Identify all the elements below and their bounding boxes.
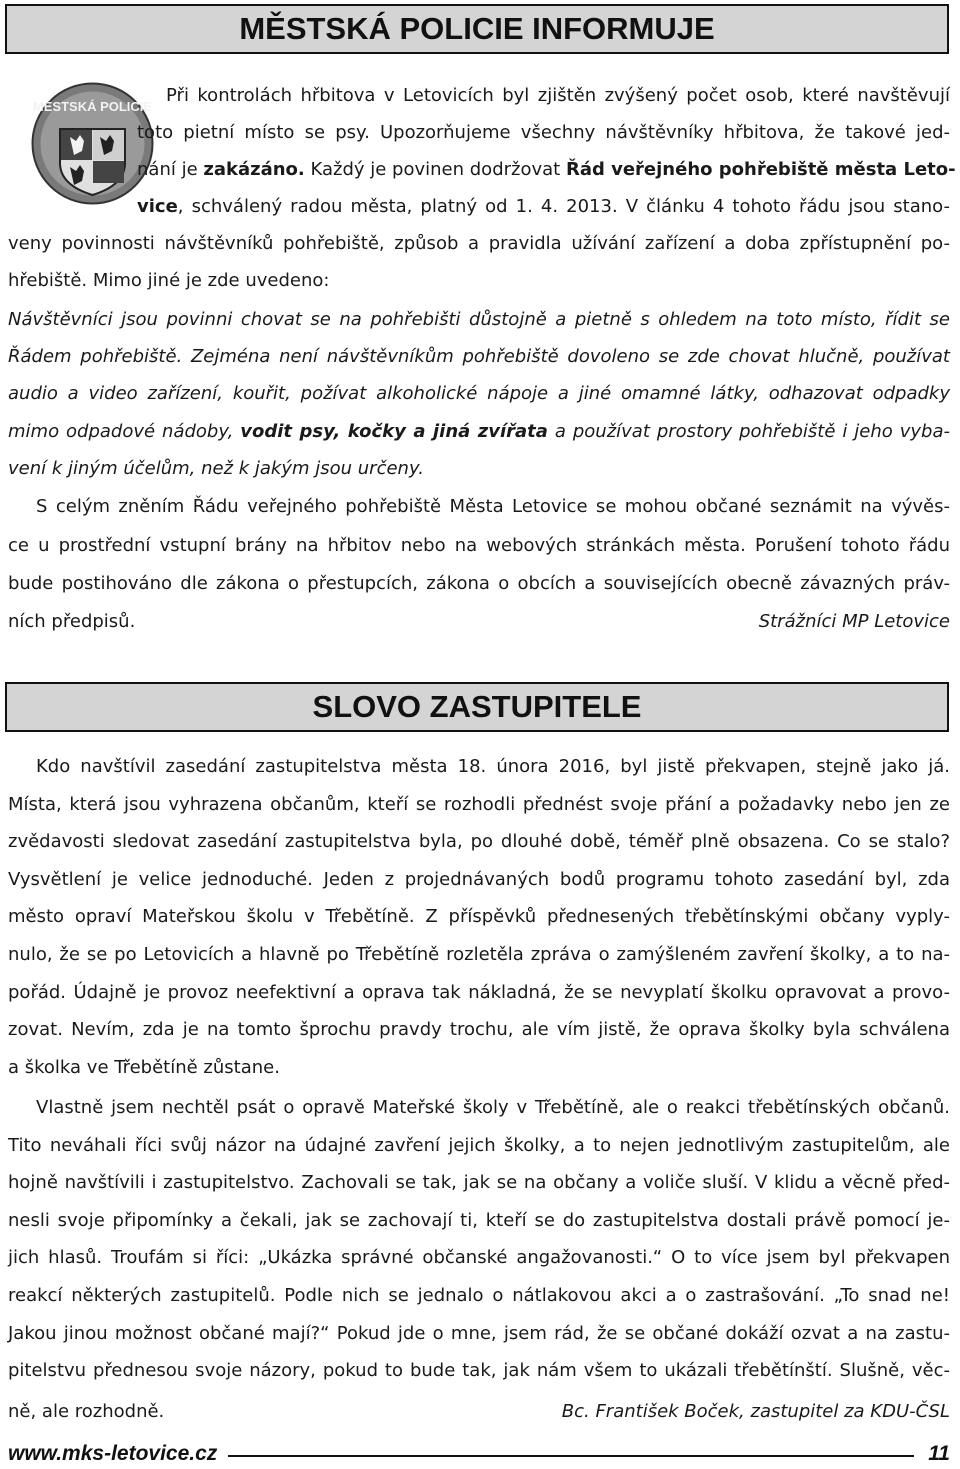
s1-signature: Strážníci MP Letovice [758,611,950,632]
s2-p1-line: zovat. Nevím, zda je na tomto šprochu pravdy trochu, ale vím jistě, že oprava školky byla schválena [8,1019,950,1040]
s2-p1-line: nulo, že se po Letovicích a hlavně po Třebětíně rozletěla zpráva o zamýšleném zavření školky, a to na- [8,944,950,965]
s2-p2-line: Jakou jinou možnost občané mají?“ Pokud jde o mne, jsem rád, že se občané dokáží ozvat a na zastu- [8,1323,950,1344]
s2-p2-line: reakcí některých zastupitelů. Podle nich se jednalo o nátlakovou akci a o zastrašování. „To snad ne! [8,1285,950,1306]
s2-p2-line: nesli svoje připomínky a čekali, jak se zachovají ti, kteří se do zastupitelstva dostali právě pomocí je- [8,1210,950,1231]
s2-p1-line: Místa, která jsou vyhrazena občanům, kteří se rozhodli přednést svoje přání a požadavky nebo jen ze [8,794,950,815]
s2-p1-line: a školka ve Třebětíně zůstane. [8,1057,280,1078]
footer-divider [228,1455,914,1457]
s2-p2-line: hojně navštívili i zastupitelstvo. Zachovali se tak, jak se na občany a voliče sluší. V klidu a věcně před- [8,1172,950,1193]
s1-quote-line5: vení k jiným účelům, než k jakým jsou určeny. [8,458,424,479]
s2-p2-line: Tito neváhali říci svůj názor na údajné zavření jejich školky, a to nejen jednotlivým zastupitelům, ale [8,1135,950,1156]
police-badge-logo [30,81,155,206]
section-title-policie [5,4,949,54]
s1-p1-line2: toto pietní místo se psy. Upozorňujeme všechny návštěvníky hřbitova, že takové jed- [137,122,950,143]
s2-signature: Bc. František Boček, zastupitel za KDU-ČSL [561,1401,950,1422]
page-number: 11 [928,1442,950,1465]
s2-p2-line: jich hlasů. Troufám si říci: „Ukázka správné občanské angažovanosti.“ O to více jsem byl překvapen [8,1247,950,1268]
section-title-zastupitel [5,682,949,732]
s2-p1-line: město opraví Mateřskou školu v Třebětíně. Z příspěvků přednesených třebětínskými občany vyply- [8,906,950,927]
s1-quote-line2: Řádem pohřebiště. Zejména není návštěvníkům pohřebiště dovoleno se zde chovat hlučně, používat [8,346,950,367]
s1-p1-line3: nání je zakázáno. Každý je povinen dodržovat Řád veřejného pohřebiště města Leto- [137,159,956,180]
s1-p1-line6: hřebiště. Mimo jiné je zde uvedeno: [8,270,330,291]
s1-p2-line2: ce u prostřední vstupní brány na hřbitov nebo na webových stránkách města. Porušení tohoto řádu [8,535,950,556]
s1-quote-line4: mimo odpadové nádoby, vodit psy, kočky a jiná zvířata a používat prostory pohřebiště i jeho vyba- [8,421,950,442]
section-title-text: SLOVO ZASTUPITELE [312,689,642,724]
s2-last-line: ně, ale rozhodně. [8,1401,165,1422]
s2-p1-line: Kdo navštívil zasedání zastupitelstva města 18. února 2016, byl jistě překvapen, stejně jako já. [36,756,950,777]
s2-p1-line: zvědavosti sledovat zasedání zastupitelstva byla, po dlouhé době, téměř plně obsazena. Co se stalo? [8,831,950,852]
s1-p2-line4: ních předpisů. [8,611,136,632]
logo-text: MĚSTSKÁ POLICIE [32,99,153,114]
s1-p1-line1: Při kontrolách hřbitova v Letovicích byl zjištěn zvýšený počet osob, které navštěvují [166,85,950,106]
s1-p1-line5: veny povinnosti návštěvníků pohřebiště, způsob a pravidla užívání zařízení a doba zpřístupnění po- [8,233,950,254]
s2-p2-line: pitelstvu přednesou svoje názory, pokud to bude tak, jak nám všem to ukázali třebětínští. Slušně, věc- [8,1360,950,1381]
s1-quote-line3: audio a video zařízení, kouřit, požívat alkoholické nápoje a jiné omamné látky, odhazovat odpadky [8,383,950,404]
section-title-text: MĚSTSKÁ POLICIE INFORMUJE [239,11,715,46]
s1-p2-line1: S celým zněním Řádu veřejného pohřebiště Města Letovice se mohou občané seznámit na vývěs- [36,496,950,517]
s1-quote-line1: Návštěvníci jsou povinni chovat se na pohřebišti důstojně a pietně s ohledem na toto místo, řídit se [8,309,950,330]
s1-p2-line3: bude postihováno dle zákona o přestupcích, zákona o obcích a souvisejících obecně závazných práv- [8,573,950,594]
s1-p1-line4: vice, schválený radou města, platný od 1. 4. 2013. V článku 4 tohoto řádu jsou stano- [137,196,950,217]
s2-p2-line: Vlastně jsem nechtěl psát o opravě Mateřské školy v Třebětíně, ale o reakci třebětínských občanů. [36,1097,950,1118]
s2-p1-line: Vysvětlení je velice jednoduché. Jeden z projednávaných bodů programu tohoto zasedání byl, zda [8,869,950,890]
s2-p1-line: pořád. Údajně je provoz neefektivní a oprava tak nákladná, že se nevyplatí školku opravovat a provo- [8,982,950,1003]
footer-website-link[interactable]: www.mks-letovice.cz [8,1442,218,1465]
